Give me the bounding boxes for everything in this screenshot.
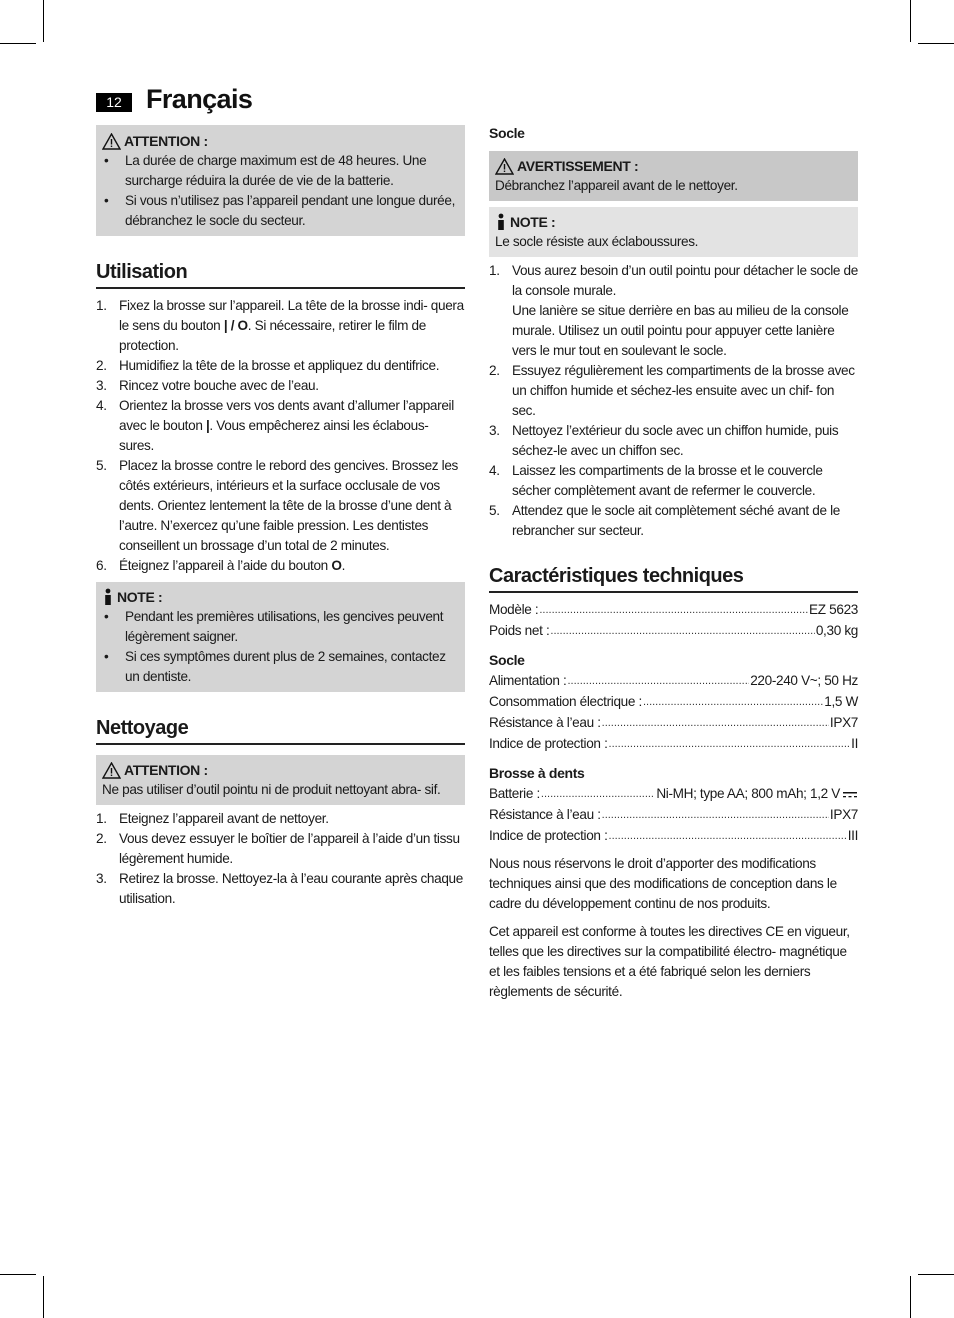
attention-list bbox=[102, 151, 459, 231]
list-item: 6. Éteignez l’appareil à l’aide du bouton O. bbox=[96, 558, 345, 573]
nettoyage-steps bbox=[96, 809, 465, 909]
list-item: 2. Essuyez régulièrement les compartiments de la brosse avec un chiffon humide et séchez-les ensuite avec un chif- fon sec. bbox=[489, 363, 855, 418]
spec-row: Modèle : ..... EZ 5623 bbox=[489, 599, 858, 620]
attention-box bbox=[96, 125, 465, 236]
section-heading-specs: Caractéristiques techniques bbox=[489, 562, 858, 593]
list-item: • Pendant les premières utilisations, les gencives peuvent légèrement saigner. bbox=[102, 607, 459, 647]
list-item: 5. Placez la brosse contre le rebord des gencives. Brossez les côtés extérieurs, intérieurs et la surface occlusale de vos dents. Orientez lentement la tête de la brosse d’une dent à l’autre. N’exercez qu’une faible pression. Les dentistes conseillent un brossage d’un total de 2 minutes. bbox=[96, 458, 459, 553]
list-item: 3. Retirez la brosse. Nettoyez-la à l’eau courante après chaque utilisation. bbox=[96, 871, 463, 906]
warning-triangle-icon bbox=[495, 158, 514, 175]
crop-mark bbox=[918, 1274, 954, 1275]
note-list bbox=[102, 607, 459, 687]
list-item: 4. Orientez la brosse vers vos dents avant d’allumer l’appareil avec le bouton |. Vous empêcherez ainsi les éclabous- sures. bbox=[96, 398, 454, 453]
spec-row: Alimentation : ..... 220-240 V~; 50 Hz bbox=[489, 670, 858, 691]
list-item: 2. Humidifiez la tête de la brosse et appliquez du dentifrice. bbox=[96, 358, 440, 373]
subheading-socle: Socle bbox=[489, 125, 525, 141]
paragraph-conformity: Cet appareil est conforme à toutes les directives CE en vigueur, telles que les directives sur la compatibilité électro- magnétique et les faibles tensions et a été fabriqué selon les derniers règlements de sécurité. bbox=[489, 924, 850, 999]
list-item: • Si vous n’utilisez pas l’appareil pendant une longue durée, débranchez le socle du secteur. bbox=[102, 191, 459, 231]
specs-general bbox=[489, 599, 858, 641]
spec-row: Indice de protection : ..... II bbox=[489, 733, 858, 754]
crop-mark bbox=[918, 43, 954, 44]
socle-steps bbox=[489, 261, 858, 541]
spec-row: Résistance à l’eau : ..... IPX7 bbox=[489, 804, 858, 825]
crop-mark bbox=[43, 0, 44, 42]
list-item: 1. Vous aurez besoin d’un outil pointu pour détacher le socle de la console murale. Une lanière se situe derrière en bas au milieu de la console murale. Utilisez un outil pointu pour appuyer cette lanière vers le mur tout en soulevant le socle. bbox=[489, 263, 858, 358]
left-column bbox=[96, 125, 465, 909]
crop-mark bbox=[0, 1274, 36, 1275]
section-heading-utilisation: Utilisation bbox=[96, 258, 465, 289]
warning-box bbox=[489, 151, 858, 201]
specs-brosse bbox=[489, 783, 858, 846]
page-number: 12 bbox=[96, 93, 132, 112]
spec-row: Poids net : ..... 0,30 kg bbox=[489, 620, 858, 641]
list-item: • Si ces symptômes durent plus de 2 semaines, contactez un dentiste. bbox=[102, 647, 459, 687]
list-item: 3. Nettoyez l’extérieur du socle avec un chiffon humide, puis séchez-le avec un chiffon sec. bbox=[489, 423, 839, 458]
list-item: 2. Vous devez essuyer le boîtier de l’appareil à l’aide d’un tissu légèrement humide. bbox=[96, 831, 460, 866]
paragraph-modifications: Nous nous réservons le droit d’apporter des modifications techniques ainsi que des modifications de conception dans le cadre du développement continu de nos produits. bbox=[489, 856, 837, 911]
list-item: 1. Fixez la brosse sur l’appareil. La tête de la brosse indi- quera le sens du bouton | / O. Si nécessaire, retirer le film de protection. bbox=[96, 298, 464, 353]
crop-mark bbox=[910, 1276, 911, 1318]
spec-row: Résistance à l’eau : ..... IPX7 bbox=[489, 712, 858, 733]
specs-socle bbox=[489, 670, 858, 754]
attention-title: ATTENTION : bbox=[102, 131, 459, 151]
spec-row: Consommation électrique : ..... 1,5 W bbox=[489, 691, 858, 712]
attention-text: Ne pas utiliser d’outil pointu ni de produit nettoyant abra- sif. bbox=[102, 782, 441, 797]
utilisation-steps bbox=[96, 296, 465, 576]
right-column bbox=[489, 123, 858, 1002]
note-text: Le socle résiste aux éclaboussures. bbox=[495, 234, 699, 249]
spec-row: Batterie : ..... Ni-MH; type AA; 800 mAh; 1,2 V bbox=[489, 783, 858, 804]
warning-title: AVERTISSEMENT : bbox=[495, 156, 852, 176]
attention-box bbox=[96, 755, 465, 805]
direct-current-icon bbox=[842, 790, 858, 800]
crop-mark bbox=[43, 1276, 44, 1318]
list-item: 3. Rincez votre bouche avec de l’eau. bbox=[96, 378, 319, 393]
page-title: Français bbox=[146, 84, 253, 114]
list-item: 5. Attendez que le socle ait complètement séché avant de le rebrancher sur secteur. bbox=[489, 503, 841, 538]
attention-title: ATTENTION : bbox=[102, 760, 459, 780]
section-heading-nettoyage: Nettoyage bbox=[96, 714, 465, 745]
info-icon bbox=[495, 213, 507, 231]
list-item: 4. Laissez les compartiments de la brosse et le couvercle sécher complètement avant de refermer le couvercle. bbox=[489, 463, 823, 498]
warning-text: Débranchez l’appareil avant de le nettoyer. bbox=[495, 178, 738, 193]
subheading-socle-specs: Socle bbox=[489, 652, 525, 668]
subheading-brosse: Brosse à dents bbox=[489, 765, 585, 781]
warning-triangle-icon bbox=[102, 133, 121, 150]
note-box bbox=[489, 207, 858, 257]
crop-mark bbox=[910, 0, 911, 42]
list-item: 1. Eteignez l’appareil avant de nettoyer. bbox=[96, 811, 329, 826]
warning-triangle-icon bbox=[102, 762, 121, 779]
crop-mark bbox=[0, 43, 36, 44]
info-icon bbox=[102, 588, 114, 606]
note-box bbox=[96, 582, 465, 692]
note-title: NOTE : bbox=[102, 587, 459, 607]
note-title: NOTE : bbox=[495, 212, 852, 232]
spec-row: Indice de protection : ..... III bbox=[489, 825, 858, 846]
list-item: • La durée de charge maximum est de 48 heures. Une surcharge réduira la durée de vie de la batterie. bbox=[102, 151, 459, 191]
